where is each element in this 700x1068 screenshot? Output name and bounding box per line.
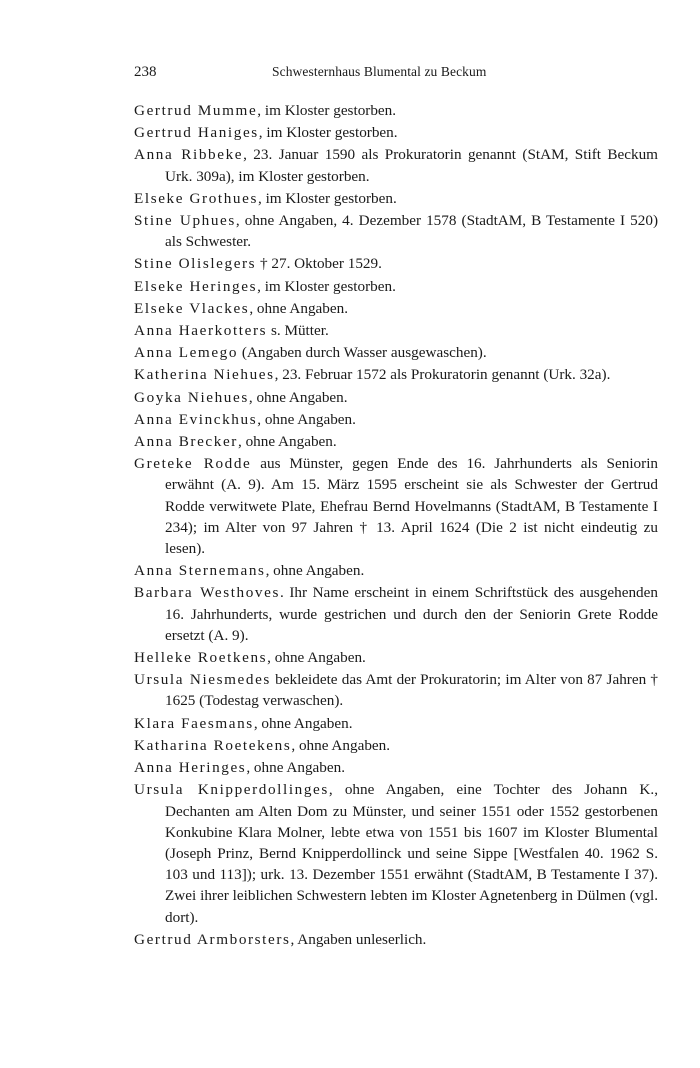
entry-name: Gertrud Haniges bbox=[134, 124, 259, 142]
entry-name: Goyka Niehues bbox=[134, 388, 249, 406]
entry-name: Ursula Knipperdollinges bbox=[134, 781, 329, 799]
entry-text: , ohne Angaben. bbox=[253, 714, 353, 732]
list-item bbox=[134, 210, 658, 252]
list-item bbox=[134, 298, 658, 319]
list-item bbox=[134, 779, 658, 927]
entry-name: Katherina Niehues bbox=[134, 366, 275, 384]
entry-text: , im Kloster gestorben. bbox=[257, 102, 397, 119]
entry-text: , ohne Angaben. bbox=[257, 410, 356, 428]
list-item bbox=[134, 320, 658, 341]
entry-text: , ohne Angaben. bbox=[265, 562, 365, 580]
list-item bbox=[134, 387, 658, 408]
entry-name: Klara Faesmans bbox=[134, 714, 254, 732]
entry-text: . Ihr Name erscheint in einem Schriftstück des ausgehenden 16. Jahrhunderts, wurde gestrichen und durch den der Seniorin Grete Rodde ersetzt (A. 9). bbox=[165, 584, 658, 644]
entry-text: , 23. Januar 1590 als Prokuratorin genannt (StAM, Stift Beckum Urk. 309a), im Kloster gestorben. bbox=[165, 146, 658, 185]
entry-name: Anna Haerkotters bbox=[134, 322, 268, 340]
entry-text: , im Kloster gestorben. bbox=[257, 277, 396, 295]
entry-name: Greteke Rodde bbox=[134, 455, 252, 473]
entry-name: Helleke Roetkens bbox=[134, 649, 268, 667]
list-item bbox=[134, 757, 658, 778]
list-item bbox=[134, 122, 658, 143]
list-item bbox=[134, 431, 658, 452]
entry-text: , 23. Februar 1572 als Prokuratorin genannt (Urk. 32a). bbox=[274, 366, 611, 384]
entry-name: Elseke Vlackes bbox=[134, 299, 250, 317]
entry-text: , ohne Angaben, eine Tochter des Johann K., Dechanten am Alten Dom zu Münster, und seiner 1551 oder 1552 gestorbenen Konkubine Klara Molner, lebte etwa von 1551 bis 1607 im Kloster Blumental (Joseph Prinz, Bernd Knipperdollinck und seine Sippe [Westfalen 40. 1962 S. 103 und 113]); urk. 13. Dezember 1551 erwähnt (StadtAM, B Testamente I 37). Zwei ihrer leiblichen Schwestern lebten im Kloster Agnetenberg in Dülmen (vgl. dort). bbox=[165, 781, 658, 926]
list-item bbox=[134, 144, 658, 186]
entry-text: , ohne Angaben. bbox=[237, 433, 337, 451]
page-number: 238 bbox=[134, 64, 157, 80]
entry-text: , Angaben unleserlich. bbox=[290, 930, 427, 948]
entry-name: Ursula Niesmedes bbox=[134, 671, 271, 689]
entry-name: Gertrud Armborsters bbox=[134, 930, 291, 948]
list-item bbox=[134, 342, 658, 363]
entry-name: Stine Uphues bbox=[134, 212, 236, 230]
entry-name: Anna Sternemans bbox=[134, 562, 266, 580]
entry-name: Anna Heringes bbox=[134, 759, 247, 777]
entry-text: , im Kloster gestorben. bbox=[257, 189, 397, 207]
list-item bbox=[134, 188, 658, 209]
entry-name: Anna Brecker bbox=[134, 433, 238, 451]
entry-text: (Angaben durch Wasser ausgewaschen). bbox=[238, 344, 487, 362]
entry-list bbox=[134, 100, 658, 951]
entry-text: , ohne Angaben. bbox=[249, 299, 349, 317]
list-item bbox=[134, 735, 658, 756]
list-item bbox=[134, 669, 658, 711]
entry-text: , ohne Angaben. bbox=[246, 759, 346, 777]
list-item bbox=[134, 276, 658, 297]
entry-text: , im Kloster gestorben. bbox=[258, 124, 398, 142]
list-item bbox=[134, 253, 658, 274]
list-item bbox=[134, 647, 658, 668]
list-item bbox=[134, 409, 658, 430]
entry-text: bekleidete das Amt der Prokuratorin; im Alter von 87 Jahren † 1625 (Todestag verwaschen). bbox=[165, 671, 658, 710]
entry-name: Anna Lemego bbox=[134, 344, 239, 362]
entry-text: , ohne Angaben, 4. Dezember 1578 (StadtAM, B Testamente I 520) als Schwester. bbox=[165, 212, 659, 251]
entry-name: Anna Evinckhus bbox=[134, 410, 258, 428]
list-item bbox=[134, 560, 658, 581]
entry-text: , ohne Angaben. bbox=[248, 388, 348, 406]
entry-text: , ohne Angaben. bbox=[291, 736, 391, 754]
entry-name: Gertrud Mumme bbox=[134, 102, 258, 119]
list-item bbox=[134, 100, 658, 121]
running-title: Schwesternhaus Blumental zu Beckum bbox=[272, 64, 487, 79]
entry-name: Barbara Westhoves bbox=[134, 584, 280, 602]
entry-name: Elseke Heringes bbox=[134, 277, 258, 295]
entry-name: Stine Olislegers bbox=[134, 255, 257, 273]
entry-text: † 27. Oktober 1529. bbox=[256, 255, 382, 273]
entry-name: Elseke Grothues bbox=[134, 189, 258, 207]
entry-text: s. Mütter. bbox=[267, 322, 329, 340]
list-item bbox=[134, 582, 658, 646]
list-item bbox=[134, 929, 658, 950]
list-item bbox=[134, 453, 658, 559]
entry-name: Katharina Roetekens bbox=[134, 736, 292, 754]
list-item bbox=[134, 364, 658, 385]
list-item bbox=[134, 713, 658, 734]
entry-name: Anna Ribbeke bbox=[134, 146, 244, 164]
entry-text: , ohne Angaben. bbox=[267, 649, 366, 667]
entry-text: aus Münster, gegen Ende des 16. Jahrhunderts als Seniorin erwähnt (A. 9). Am 15. März 1595 erscheint sie als Schwester der Gertrud Rodde verwitwete Plate, Ehefrau Bernd Hovelmanns (StadtAM, B Testamente I 234); im Alter von 97 Jahren † 13. April 1624 (Die 2 ist nicht eindeutig zu lesen). bbox=[165, 455, 659, 558]
